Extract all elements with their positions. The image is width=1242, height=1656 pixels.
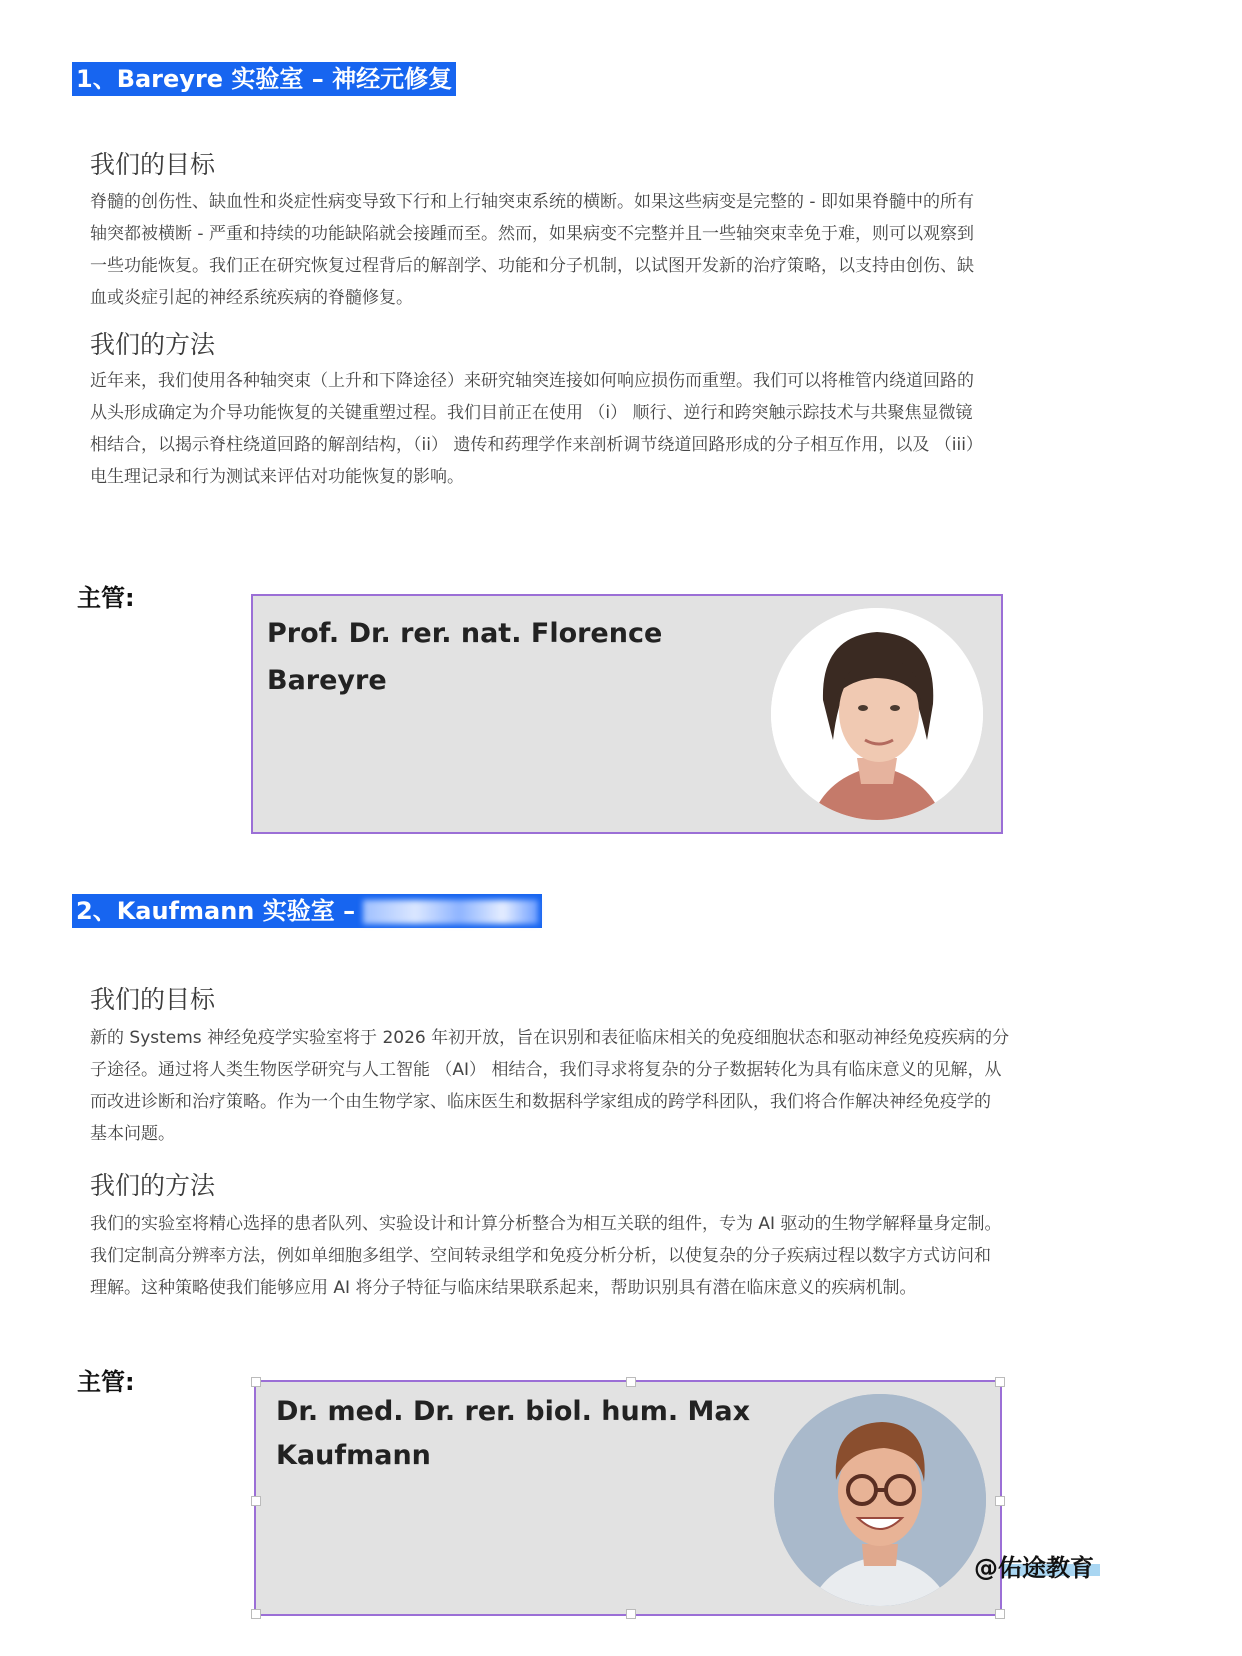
lab2-goal-line: 而改进诊断和治疗策略。作为一个由生物学家、临床医生和数据科学家组成的跨学科团队，我们将合作解决神经免疫学的 (90, 1092, 991, 1112)
lab2-title-redacted (363, 900, 538, 924)
resize-handle[interactable] (626, 1377, 636, 1387)
lab2-method-paragraph (90, 1208, 1150, 1304)
lab1-supervisor-photo (771, 608, 983, 820)
resize-handle[interactable] (251, 1609, 261, 1619)
watermark: @佑途教育 (974, 1548, 1094, 1583)
lab2-title (72, 894, 542, 928)
lab1-method-line: 相结合，以揭示脊柱绕道回路的解剖结构，（ii） 遗传和药理学作来剖析调节绕道回路形成的分子相互作用，以及 （iii） (90, 435, 983, 455)
lab1-method-heading: 我们的方法 (90, 330, 216, 359)
resize-handle[interactable] (995, 1377, 1005, 1387)
lab1-title: 1、Bareyre 实验室 – 神经元修复 (72, 62, 456, 96)
lab1-supervisor-name (267, 610, 662, 704)
lab1-method-line: 电生理记录和行为测试来评估对功能恢复的影响。 (90, 467, 464, 487)
lab2-supervisor-card[interactable] (254, 1380, 1002, 1616)
resize-handle[interactable] (626, 1609, 636, 1619)
lab1-method-paragraph (90, 365, 1150, 493)
lab2-goal-paragraph (90, 1022, 1150, 1150)
lab2-goal-line: 基本问题。 (90, 1124, 175, 1144)
lab1-method-line: 从头形成确定为介导功能恢复的关键重塑过程。我们目前正在使用 （i） 顺行、逆行和跨突触示踪技术与共聚焦显微镜 (90, 403, 973, 423)
resize-handle[interactable] (251, 1496, 261, 1506)
lab1-goal-line: 血或炎症引起的神经系统疾病的脊髓修复。 (90, 288, 413, 308)
resize-handle[interactable] (251, 1377, 261, 1387)
lab2-title-text: 2、Kaufmann 实验室 – (76, 897, 364, 925)
lab2-method-line: 理解。这种策略使我们能够应用 AI 将分子特征与临床结果联系起来，帮助识别具有潜在临床意义的疾病机制。 (90, 1278, 917, 1298)
lab2-supervisor-name-line2: Kaufmann (276, 1440, 431, 1471)
lab1-goal-line: 脊髓的创伤性、缺血性和炎症性病变导致下行和上行轴突束系统的横断。如果这些病变是完整的 - 即如果脊髓中的所有 (90, 192, 974, 212)
lab1-goal-line: 轴突都被横断 - 严重和持续的功能缺陷就会接踵而至。然而，如果病变不完整并且一些轴突束幸免于难，则可以观察到 (90, 224, 974, 244)
lab1-goal-paragraph (90, 186, 1150, 314)
lab2-method-line: 我们定制高分辨率方法，例如单细胞多组学、空间转录组学和免疫分析分析，以使复杂的分子疾病过程以数字方式访问和 (90, 1246, 991, 1266)
lab2-method-heading: 我们的方法 (90, 1171, 216, 1200)
lab2-goal-heading: 我们的目标 (90, 985, 216, 1014)
lab2-goal-line: 子途径。通过将人类生物医学研究与人工智能 （AI） 相结合，我们寻求将复杂的分子数据转化为具有临床意义的见解，从 (90, 1060, 1002, 1080)
lab2-method-line: 我们的实验室将精心选择的患者队列、实验设计和计算分析整合为相互关联的组件，专为 AI 驱动的生物学解释量身定制。 (90, 1214, 1002, 1234)
lab1-supervisor-name-line2: Bareyre (267, 665, 387, 696)
lab1-goal-heading: 我们的目标 (90, 150, 216, 179)
lab2-supervisor-name (276, 1390, 750, 1478)
resize-handle[interactable] (995, 1609, 1005, 1619)
lab1-supervisor-name-line1: Prof. Dr. rer. nat. Florence (267, 618, 663, 649)
lab2-supervisor-label: 主管: (77, 1368, 135, 1396)
lab1-method-line: 近年来，我们使用各种轴突束（上升和下降途径）来研究轴突连接如何响应损伤而重塑。我们可以将椎管内绕道回路的 (90, 371, 974, 391)
resize-handle[interactable] (995, 1496, 1005, 1506)
lab1-supervisor-card (251, 594, 1003, 834)
lab2-goal-line: 新的 Systems 神经免疫学实验室将于 2026 年初开放，旨在识别和表征临床相关的免疫细胞状态和驱动神经免疫疾病的分 (90, 1028, 1010, 1048)
lab1-goal-line: 一些功能恢复。我们正在研究恢复过程背后的解剖学、功能和分子机制，以试图开发新的治疗策略，以支持由创伤、缺 (90, 256, 974, 276)
lab1-supervisor-label: 主管: (77, 584, 135, 612)
lab2-supervisor-name-line1: Dr. med. Dr. rer. biol. hum. Max (276, 1396, 751, 1427)
lab2-supervisor-photo (774, 1394, 986, 1606)
